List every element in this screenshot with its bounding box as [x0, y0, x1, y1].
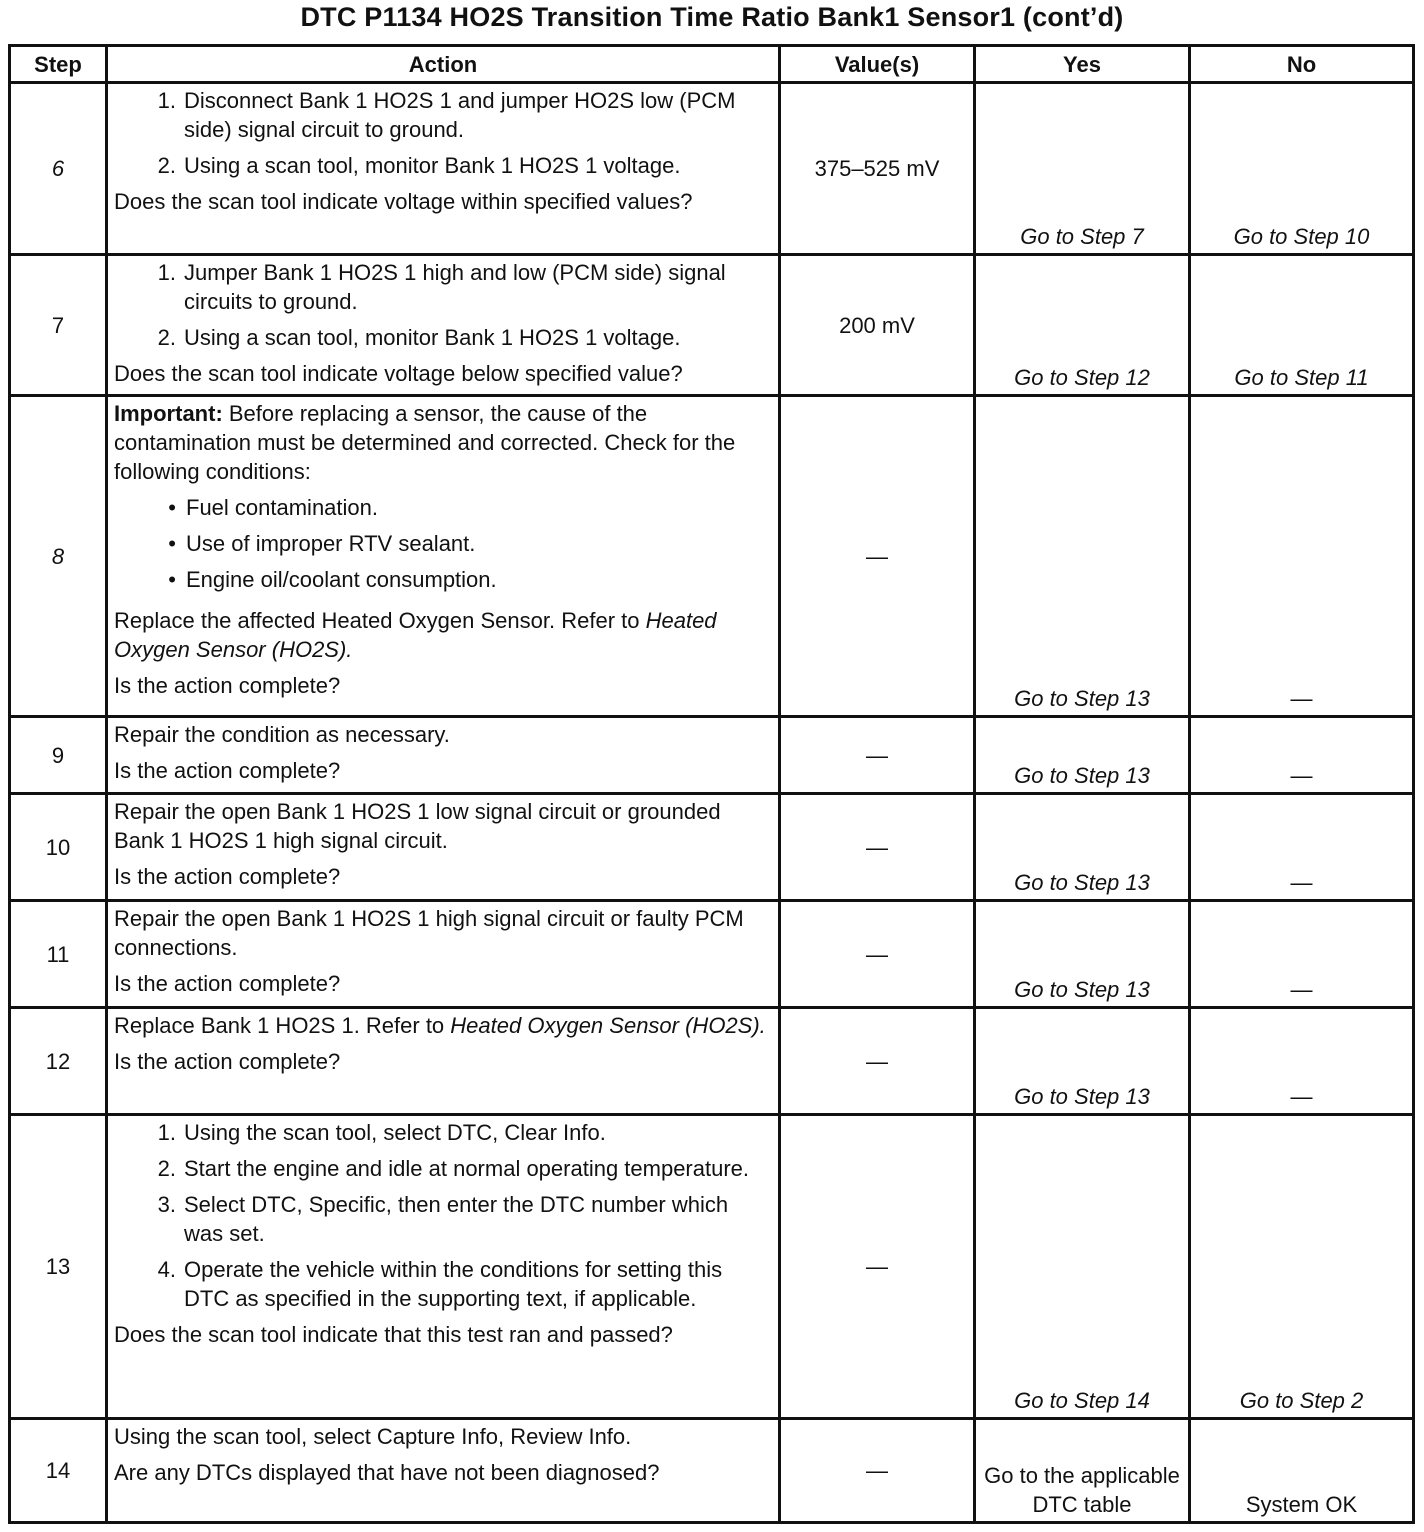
action-text: Repair the open Bank 1 HO2S 1 low signal circuit or grounded Bank 1 HO2S 1 high signal circuit.	[114, 799, 721, 853]
table-row	[10, 1115, 1414, 1419]
step-number: 11	[46, 941, 70, 967]
reference-link[interactable]: Heated Oxygen Sensor (HO2S).	[450, 1013, 766, 1038]
step-cell	[10, 901, 107, 1008]
numbered-item	[114, 1190, 772, 1248]
value-cell: —	[780, 717, 975, 794]
action-cell	[107, 717, 780, 794]
step-number: 7	[51, 312, 65, 338]
item-text: Using a scan tool, monitor Bank 1 HO2S 1 voltage.	[184, 325, 681, 350]
action-text: Repair the open Bank 1 HO2S 1 high signal circuit or faulty PCM connections.	[114, 906, 744, 960]
step-cell	[10, 1008, 107, 1115]
item-number: 2.	[157, 325, 176, 350]
step-number: 9	[51, 742, 65, 768]
step-cell	[10, 83, 107, 255]
replace-instruction	[114, 606, 772, 664]
action-cell	[107, 1115, 780, 1419]
action-cell	[107, 83, 780, 255]
item-text: Engine oil/coolant consumption.	[186, 567, 497, 592]
header-step: Step	[10, 46, 107, 83]
bullet-icon: •	[168, 495, 176, 520]
value-cell: 375–525 mV	[780, 83, 975, 255]
item-text: Operate the vehicle within the conditions for setting this DTC as specified in the supporting text, if applicable.	[184, 1257, 723, 1311]
no-cell: —	[1190, 396, 1414, 717]
numbered-item	[114, 323, 772, 352]
numbered-item	[114, 151, 772, 180]
no-cell: —	[1190, 794, 1414, 901]
yes-cell: Go to Step 12	[975, 255, 1190, 396]
question-text: Is the action complete?	[114, 1049, 341, 1074]
bullet-item	[114, 529, 772, 558]
value-cell: 200 mV	[780, 255, 975, 396]
step-cell	[10, 1115, 107, 1419]
item-number: 3.	[157, 1192, 176, 1217]
action-cell	[107, 1419, 780, 1523]
numbered-item	[114, 86, 772, 144]
step-number: 6	[51, 156, 65, 181]
yes-cell: Go to Step 13	[975, 396, 1190, 717]
table-row	[10, 901, 1414, 1008]
item-text: Jumper Bank 1 HO2S 1 high and low (PCM side) signal circuits to ground.	[184, 260, 726, 314]
table-row	[10, 794, 1414, 901]
table-row	[10, 1419, 1414, 1523]
header-row	[10, 46, 1414, 83]
item-text: Select DTC, Specific, then enter the DTC number which was set.	[184, 1192, 729, 1246]
value-cell: —	[780, 1115, 975, 1419]
important-text: Before replacing a sensor, the cause of the contamination must be determined and corrected. Check for the following conditions:	[114, 401, 736, 484]
instruction-text: Replace the affected Heated Oxygen Sensor. Refer to	[114, 608, 646, 633]
step-cell	[10, 396, 107, 717]
item-text: Disconnect Bank 1 HO2S 1 and jumper HO2S low (PCM side) signal circuit to ground.	[184, 88, 736, 142]
header-values: Value(s)	[780, 46, 975, 83]
step-cell	[10, 1419, 107, 1523]
bullet-item	[114, 565, 772, 594]
step-number: 14	[45, 1458, 71, 1483]
header-action: Action	[107, 46, 780, 83]
question-text: Is the action complete?	[114, 864, 341, 889]
bullet-icon: •	[168, 531, 176, 556]
numbered-item	[114, 1255, 772, 1313]
step-number: 10	[45, 834, 71, 860]
yes-cell: Go to Step 13	[975, 901, 1190, 1008]
value-cell: —	[780, 396, 975, 717]
question-text: Are any DTCs displayed that have not been diagnosed?	[114, 1460, 660, 1485]
step-number: 13	[45, 1254, 71, 1279]
question-text: Is the action complete?	[114, 971, 341, 996]
question-text: Is the action complete?	[114, 758, 341, 783]
question-text: Does the scan tool indicate voltage within specified values?	[114, 189, 693, 214]
action-cell	[107, 901, 780, 1008]
item-text: Fuel contamination.	[186, 495, 378, 520]
no-cell: Go to Step 10	[1190, 83, 1414, 255]
value-cell: —	[780, 901, 975, 1008]
important-note	[114, 399, 772, 486]
instruction-text: Replace Bank 1 HO2S 1. Refer to	[114, 1013, 451, 1038]
table-row	[10, 1008, 1414, 1115]
page-title: DTC P1134 HO2S Transition Time Ratio Bank1 Sensor1 (cont’d)	[300, 2, 1124, 32]
step-number: 8	[51, 543, 65, 569]
important-label: Important:	[114, 401, 223, 426]
item-number: 1.	[157, 260, 176, 285]
table-row	[10, 83, 1414, 255]
value-cell: —	[780, 1419, 975, 1523]
numbered-item	[114, 1118, 772, 1147]
yes-cell: Go to Step 14	[975, 1115, 1190, 1419]
no-cell: Go to Step 2	[1190, 1115, 1414, 1419]
item-number: 1.	[157, 88, 176, 113]
table-row	[10, 396, 1414, 717]
reference-link[interactable]: Heated Oxygen Sensor (HO2S).	[114, 608, 717, 662]
action-text: Repair the condition as necessary.	[114, 722, 450, 747]
item-text: Use of improper RTV sealant.	[186, 531, 476, 556]
no-cell: —	[1190, 717, 1414, 794]
step-cell	[10, 794, 107, 901]
value-cell: —	[780, 794, 975, 901]
table-row	[10, 255, 1414, 396]
item-number: 1.	[157, 1120, 176, 1145]
question-text: Is the action complete?	[114, 673, 341, 698]
yes-cell: Go to the applicable DTC table	[975, 1419, 1190, 1523]
action-text: Using the scan tool, select Capture Info, Review Info.	[114, 1424, 632, 1449]
yes-cell: Go to Step 13	[975, 794, 1190, 901]
item-text: Start the engine and idle at normal operating temperature.	[184, 1156, 750, 1181]
step-cell	[10, 717, 107, 794]
action-cell	[107, 794, 780, 901]
table-row	[10, 717, 1414, 794]
action-cell	[107, 1008, 780, 1115]
no-cell: —	[1190, 901, 1414, 1008]
item-text: Using the scan tool, select DTC, Clear Info.	[184, 1120, 606, 1145]
bullet-item	[114, 493, 772, 522]
question-text: Does the scan tool indicate voltage below specified value?	[114, 361, 683, 386]
step-cell	[10, 255, 107, 396]
item-number: 2.	[157, 1156, 176, 1181]
item-number: 4.	[157, 1257, 176, 1282]
no-cell: System OK	[1190, 1419, 1414, 1523]
header-yes: Yes	[975, 46, 1190, 83]
header-no: No	[1190, 46, 1414, 83]
yes-cell: Go to Step 13	[975, 1008, 1190, 1115]
action-cell	[107, 396, 780, 717]
numbered-item	[114, 1154, 772, 1183]
diagnostic-table	[8, 44, 1415, 1524]
bullet-icon: •	[168, 567, 176, 592]
no-cell: —	[1190, 1008, 1414, 1115]
item-text: Using a scan tool, monitor Bank 1 HO2S 1 voltage.	[184, 153, 681, 178]
numbered-item	[114, 258, 772, 316]
no-cell: Go to Step 11	[1190, 255, 1414, 396]
value-cell: —	[780, 1008, 975, 1115]
yes-cell: Go to Step 13	[975, 717, 1190, 794]
item-number: 2.	[157, 153, 176, 178]
yes-cell: Go to Step 7	[975, 83, 1190, 255]
action-cell	[107, 255, 780, 396]
step-number: 12	[45, 1048, 71, 1074]
question-text: Does the scan tool indicate that this test ran and passed?	[114, 1322, 673, 1347]
action-text	[114, 1011, 772, 1040]
